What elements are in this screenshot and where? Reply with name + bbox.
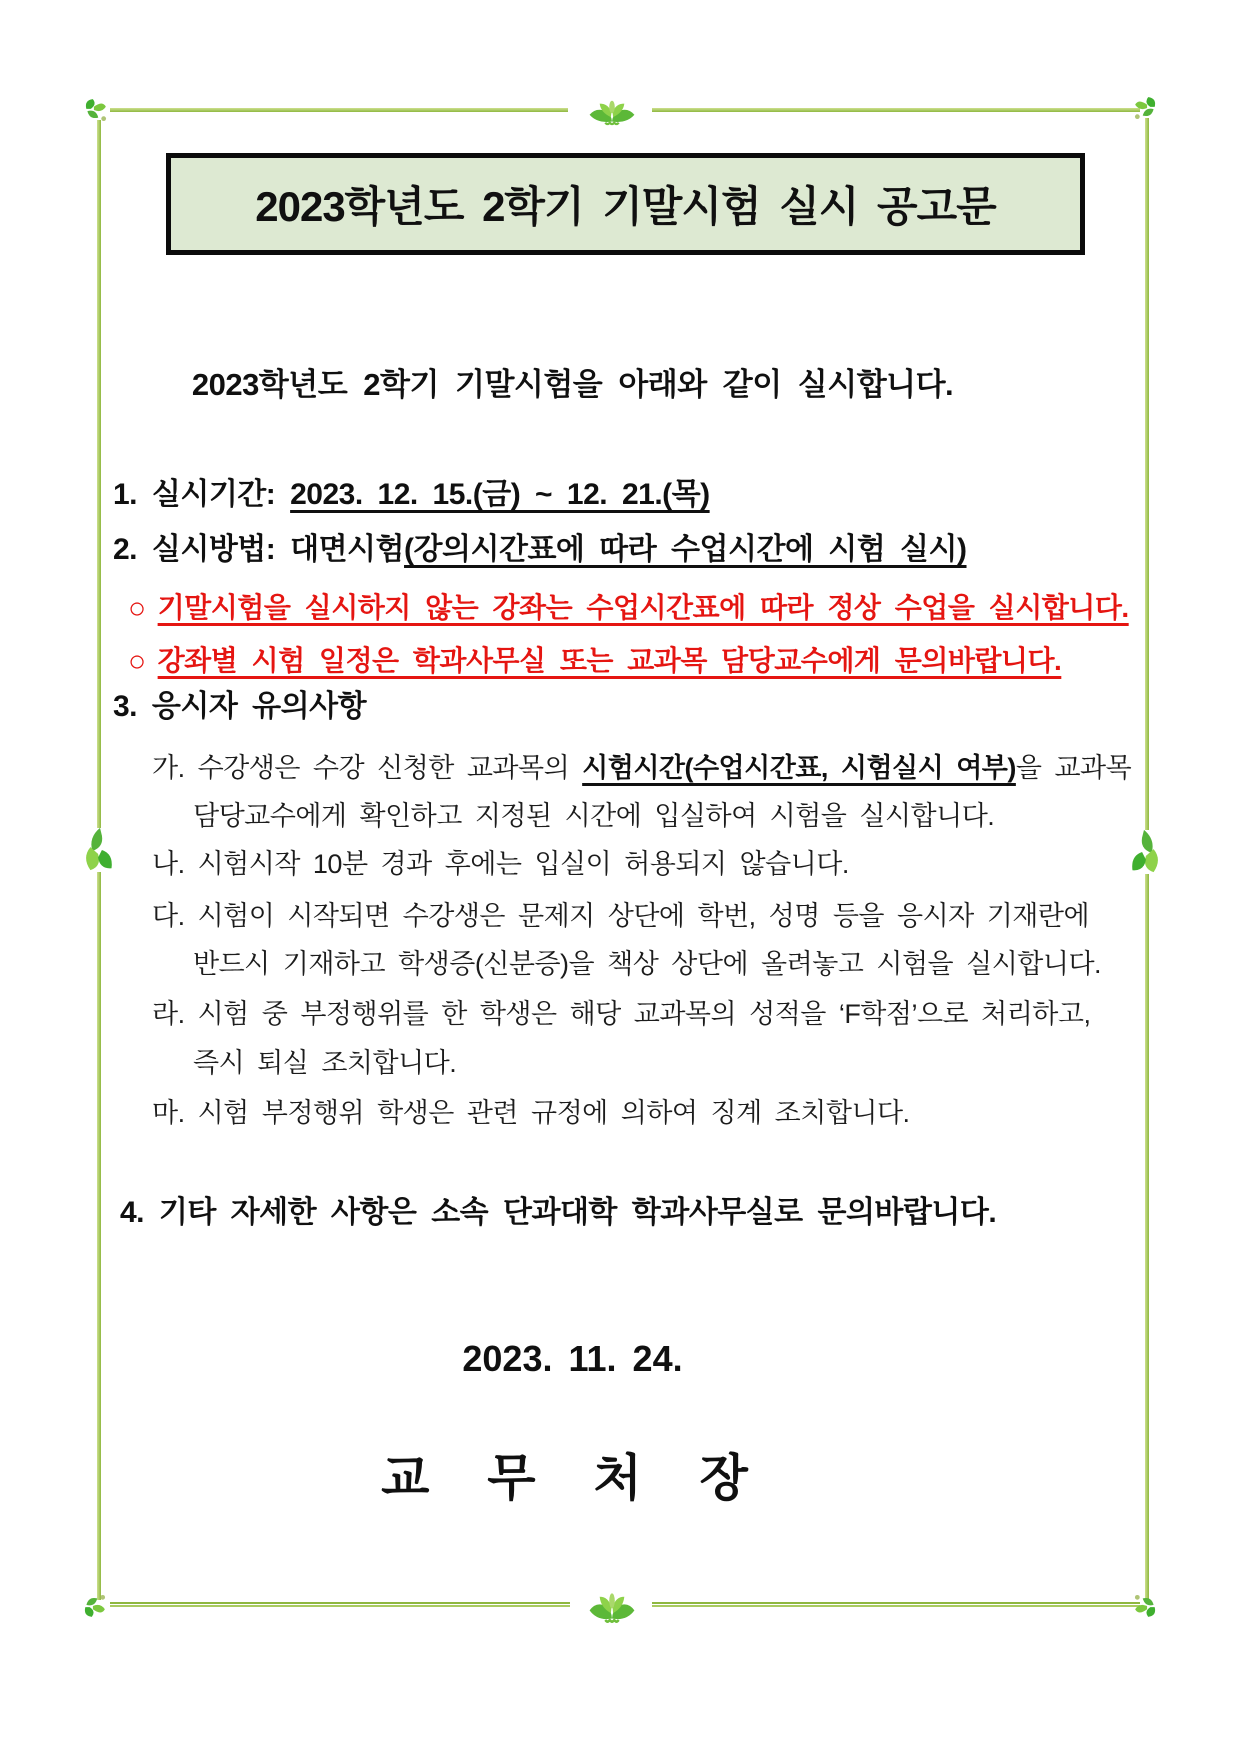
notice-title-box [166,153,1085,255]
notice-date: 2023. 11. 24. [462,1338,683,1379]
circle-bullet-icon: ○ [128,645,146,678]
right-middle-leaf-ornament [1122,828,1166,876]
note-ma-line: 마. 시험 부정행위 학생은 관련 규정에 의하여 징계 조치합니다. [152,1098,910,1128]
notice-bullet-2 [128,645,1061,680]
note-ga-prefix: 가. 수강생은 수강 신청한 교과목의 [152,753,583,783]
note-ra-line1: 라. 시험 중 부정행위를 한 학생은 해당 교과목의 성적을 ‘F학점’으로 처리하고, [152,999,1091,1029]
bottom-right-corner-leaf-ornament [1133,1593,1159,1619]
note-ga-suffix: 을 교과목 [1015,753,1132,783]
notice-bullet-1 [128,592,1129,627]
bottom-center-leaf-spray-ornament [584,1590,640,1624]
note-ga-highlight: 시험시간(수업시간표, 시험실시 여부) [582,753,1016,783]
frame-border-bottom-left-segment [110,1602,570,1607]
bottom-left-corner-leaf-ornament [81,1593,107,1619]
notice-bullet-1-text: 기말시험을 실시하지 않는 강좌는 수업시간표에 따라 정상 수업을 실시합니다. [157,592,1129,623]
note-ga-line1 [152,753,1131,784]
item-exam-method-value: (강의시간표에 따라 수업시간에 시험 실시) [404,533,967,566]
note-da-line2: 반드시 기재하고 학생증(신분증)을 책상 상단에 올려놓고 시험을 실시합니다. [193,949,1102,979]
item-exam-method [113,533,967,568]
signature-dean-of-academic-affairs: 교 무 처 장 [381,1450,764,1506]
note-ga-line2: 담당교수에게 확인하고 지정된 시간에 입실하여 시험을 실시합니다. [193,801,995,831]
note-da-line1: 다. 시험이 시작되면 수강생은 문제지 상단에 학번, 성명 등을 응시자 기재란에 [152,901,1090,931]
left-middle-leaf-ornament [78,826,122,874]
frame-border-left-upper-segment [97,120,101,828]
frame-border-bottom-right-segment [652,1602,1140,1607]
top-left-corner-leaf-ornament [82,97,108,123]
top-right-corner-leaf-ornament [1133,95,1159,121]
item-other-inquiries: 4. 기타 자세한 사항은 소속 단과대학 학과사무실로 문의바랍니다. [120,1196,997,1229]
frame-border-top-left-segment [110,108,568,112]
section-examinee-notes: 3. 응시자 유의사항 [113,690,367,723]
notice-bullet-2-text: 강좌별 시험 일정은 학과사무실 또는 교과목 담당교수에게 문의바랍니다. [157,645,1062,676]
intro-line: 2023학년도 2학기 기말시험을 아래와 같이 실시합니다. [191,367,954,402]
top-center-leaf-spray-ornament [584,98,640,126]
note-na-line: 나. 시험시작 10분 경과 후에는 입실이 허용되지 않습니다. [152,849,849,879]
frame-border-top-right-segment [652,108,1140,112]
item-exam-method-label: 2. 실시방법: 대면시험 [113,533,405,566]
item-exam-period [113,478,710,513]
item-exam-period-value: 2023. 12. 15.(금) ~ 12. 21.(목) [290,478,710,511]
circle-bullet-icon: ○ [128,592,146,625]
note-ra-line2: 즉시 퇴실 조치합니다. [193,1048,457,1078]
notice-title: 2023학년도 2학기 기말시험 실시 공고문 [255,183,996,230]
item-exam-period-label: 1. 실시기간: [113,478,291,511]
frame-border-right-upper-segment [1145,118,1149,830]
